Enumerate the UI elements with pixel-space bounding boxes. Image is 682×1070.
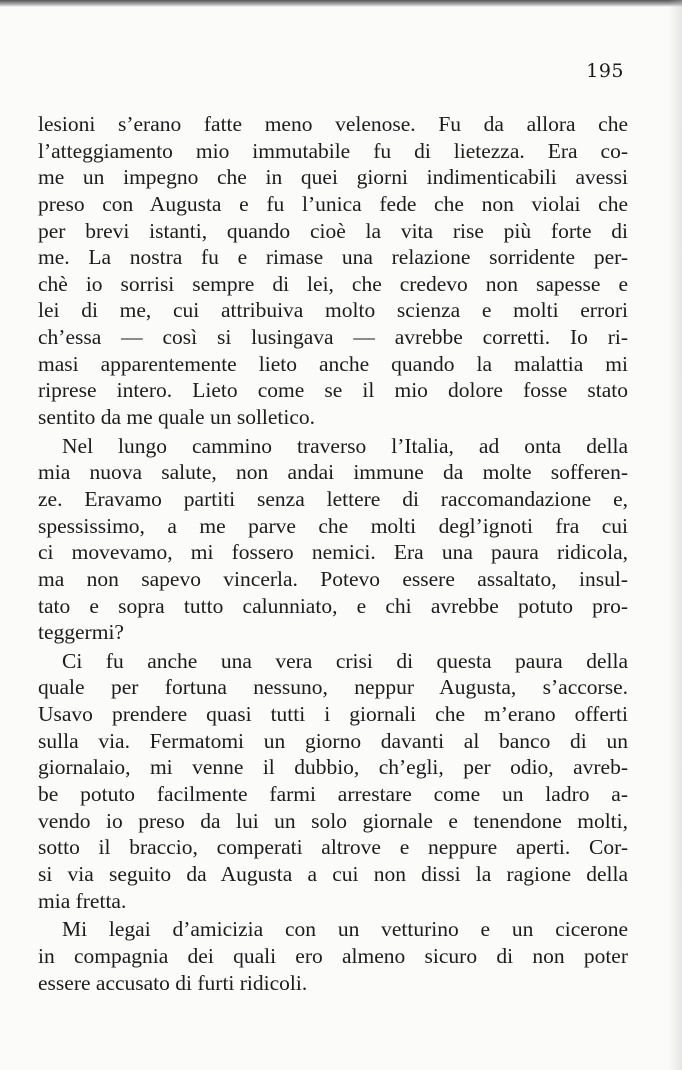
page-binding-shadow (668, 0, 682, 1070)
text-line: mia fretta. (38, 888, 127, 913)
text-line: spessissimo, a me parve che molti degl’ignoti fra cui (38, 513, 628, 538)
paragraph-2 (38, 433, 628, 646)
text-line: me un impegno che in quei giorni indimenticabili avessi (38, 165, 628, 190)
text-line: quale per fortuna nessuno, neppur Augusta, s’accorse. (38, 675, 628, 700)
text-line: chè io sorrisi sempre di lei, che credevo non sapesse e (38, 271, 628, 296)
text-line: tato e sopra tutto calunniato, e chi avrebbe potuto pro- (38, 593, 628, 618)
text-line: sentito da me quale un solletico. (38, 405, 316, 430)
paragraph-4 (38, 916, 628, 996)
text-line: essere accusato di furti ridicoli. (38, 970, 308, 995)
text-line: mia nuova salute, non andai immune da molte sofferen- (38, 460, 628, 485)
text-line: lei di me, cui attribuiva molto scienza e molti errori (38, 298, 628, 323)
text-line: sotto il braccio, comperati altrove e neppure aperti. Cor- (38, 835, 628, 860)
text-line: ze. Eravamo partiti senza lettere di raccomandazione e, (38, 486, 628, 511)
paragraph-3 (38, 648, 628, 914)
text-line: Nel lungo cammino traverso l’Italia, ad onta della (62, 433, 628, 458)
text-line: in compagnia dei quali ero almeno sicuro di non poter (38, 943, 628, 968)
text-line: Mi legai d’amicizia con un vetturino e un cicerone (62, 917, 628, 942)
body-text (38, 111, 628, 996)
text-line: l’atteggiamento mio immutabile fu di lietezza. Era co- (38, 138, 628, 163)
text-line: masi apparentemente lieto anche quando la malattia mi (38, 351, 628, 376)
text-line: be potuto facilmente farmi arrestare come un ladro a- (38, 782, 628, 807)
page-top-edge (0, 0, 682, 7)
paragraph-1 (38, 111, 628, 431)
text-line: teggermi? (38, 620, 124, 645)
text-line: Ci fu anche una vera crisi di questa paura della (62, 648, 628, 673)
text-line: sulla via. Fermatomi un giorno davanti al banco di un (38, 728, 628, 753)
page-number: 195 (586, 60, 624, 82)
text-line: Usavo prendere quasi tutti i giornali che m’erano offerti (38, 702, 628, 727)
text-line: giornalaio, mi venne il dubbio, ch’egli, per odio, avreb- (38, 755, 628, 780)
text-line: vendo io preso da lui un solo giornale e tenendone molti, (38, 808, 628, 833)
text-line: ch’essa — così si lusingava — avrebbe corretti. Io ri- (38, 325, 628, 350)
text-line: si via seguito da Augusta a cui non dissi la ragione della (38, 861, 628, 886)
text-line: ma non sapevo vincerla. Potevo essere assaltato, insul- (38, 566, 628, 591)
text-line: me. La nostra fu e rimase una relazione sorridente per- (38, 245, 628, 270)
text-line: preso con Augusta e fu l’unica fede che non violai che (38, 191, 628, 216)
text-line: lesioni s’erano fatte meno velenose. Fu da allora che (38, 112, 628, 136)
text-line: per brevi istanti, quando cioè la vita rise più forte di (38, 218, 628, 243)
text-line: riprese intero. Lieto come se il mio dolore fosse stato (38, 378, 628, 403)
text-line: ci movevamo, mi fossero nemici. Era una paura ridicola, (38, 540, 628, 565)
